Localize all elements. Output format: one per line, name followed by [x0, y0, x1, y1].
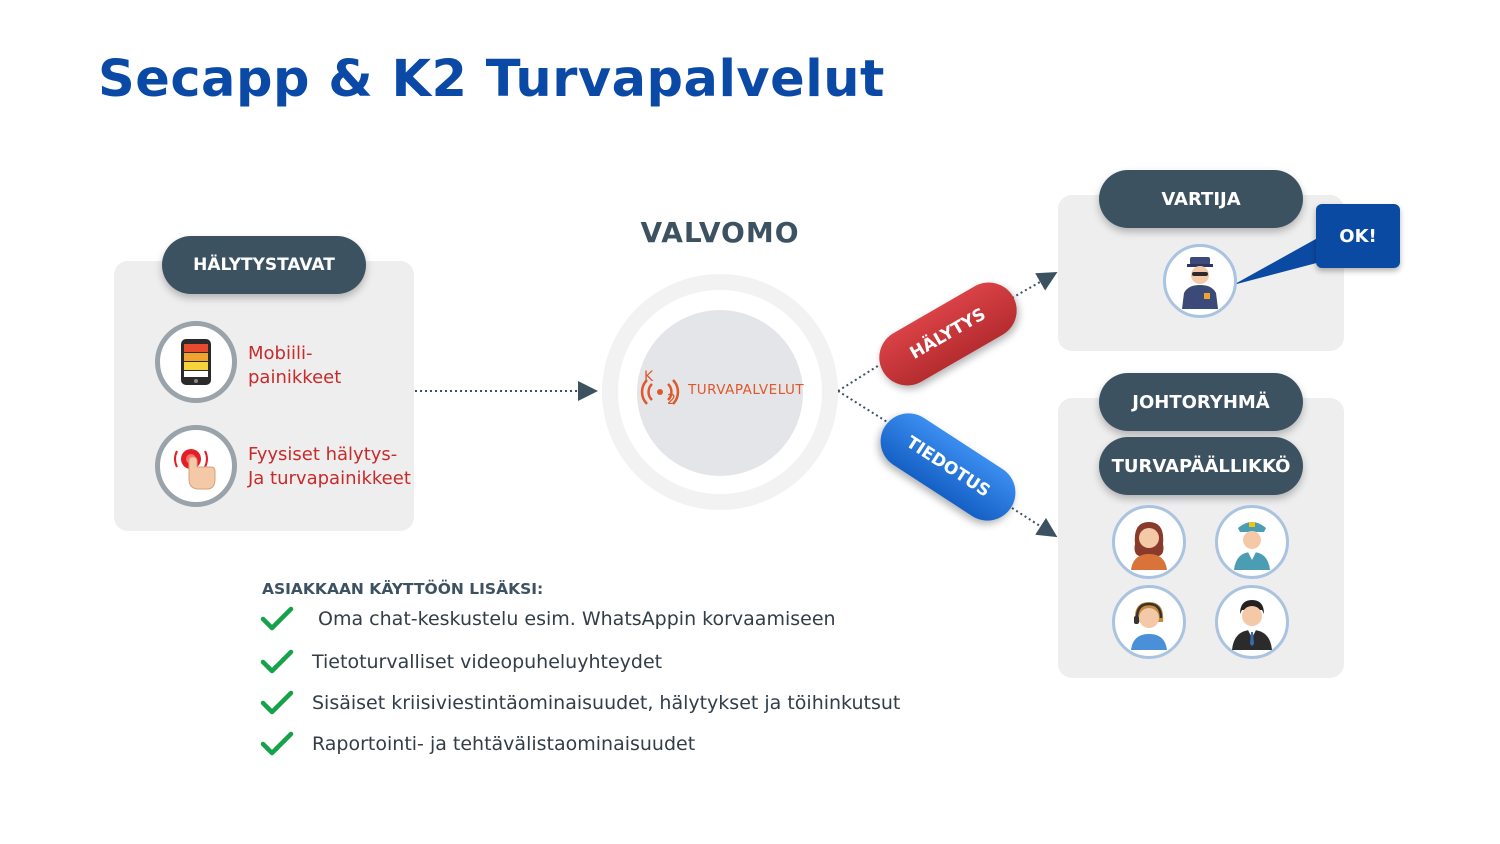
manager-avatar [1215, 585, 1289, 659]
woman-icon [1123, 514, 1175, 570]
woman-avatar [1112, 505, 1186, 579]
checkmark-icon [260, 731, 294, 757]
security-manager-header: TURVAPÄÄLLIKKÖ [1099, 437, 1303, 495]
checklist-item: Oma chat-keskustelu esim. WhatsAppin korvaamiseen [260, 606, 836, 632]
mobile-buttons-label: Mobiili- painikkeet [248, 343, 342, 388]
headset-woman-icon [1123, 594, 1175, 650]
physical-button-icon-wrap [155, 425, 237, 507]
checkmark-icon [260, 649, 294, 675]
checklist-item: Tietoturvalliset videopuheluyhteydet [260, 649, 662, 675]
checkmark-icon [260, 606, 294, 632]
management-header: JOHTORYHMÄ [1099, 373, 1303, 431]
physical-buttons-label: Fyysiset hälytys- Ja turvapainikkeet [248, 444, 411, 489]
k2-logo [640, 369, 810, 412]
ok-speech-bubble: OK! [1316, 204, 1400, 268]
checklist-item: Sisäiset kriisiviestintäominaisuudet, hälytykset ja töihinkutsut [260, 690, 900, 716]
security-guard-icon [1174, 253, 1226, 309]
alarm-methods-header: HÄLYTYSTAVAT [162, 236, 366, 294]
guard-header: VARTIJA [1099, 170, 1303, 228]
police-officer-icon [1226, 514, 1278, 570]
page-title: Secapp & K2 Turvapalvelut [98, 50, 885, 109]
logo-k: K [644, 369, 654, 385]
mobile-button-icon-wrap [155, 321, 237, 403]
control-room-heading: VALVOMO [640, 216, 800, 249]
officer-avatar [1215, 505, 1289, 579]
panic-button-icon [171, 439, 221, 493]
logo-text: TURVAPALVELUT [688, 382, 805, 398]
phone-icon [179, 338, 213, 386]
alert-pill: HÄLYTYS [869, 272, 1027, 395]
businessman-icon [1226, 594, 1278, 650]
info-pill: TIEDOTUS [870, 403, 1026, 532]
support-avatar [1112, 585, 1186, 659]
logo-2: 2 [667, 392, 676, 408]
checklist-item: Raportointi- ja tehtävälistaominaisuudet [260, 731, 695, 757]
guard-avatar [1163, 244, 1237, 318]
checkmark-icon [260, 690, 294, 716]
customer-extras-title: ASIAKKAAN KÄYTTÖÖN LISÄKSI: [262, 580, 544, 598]
